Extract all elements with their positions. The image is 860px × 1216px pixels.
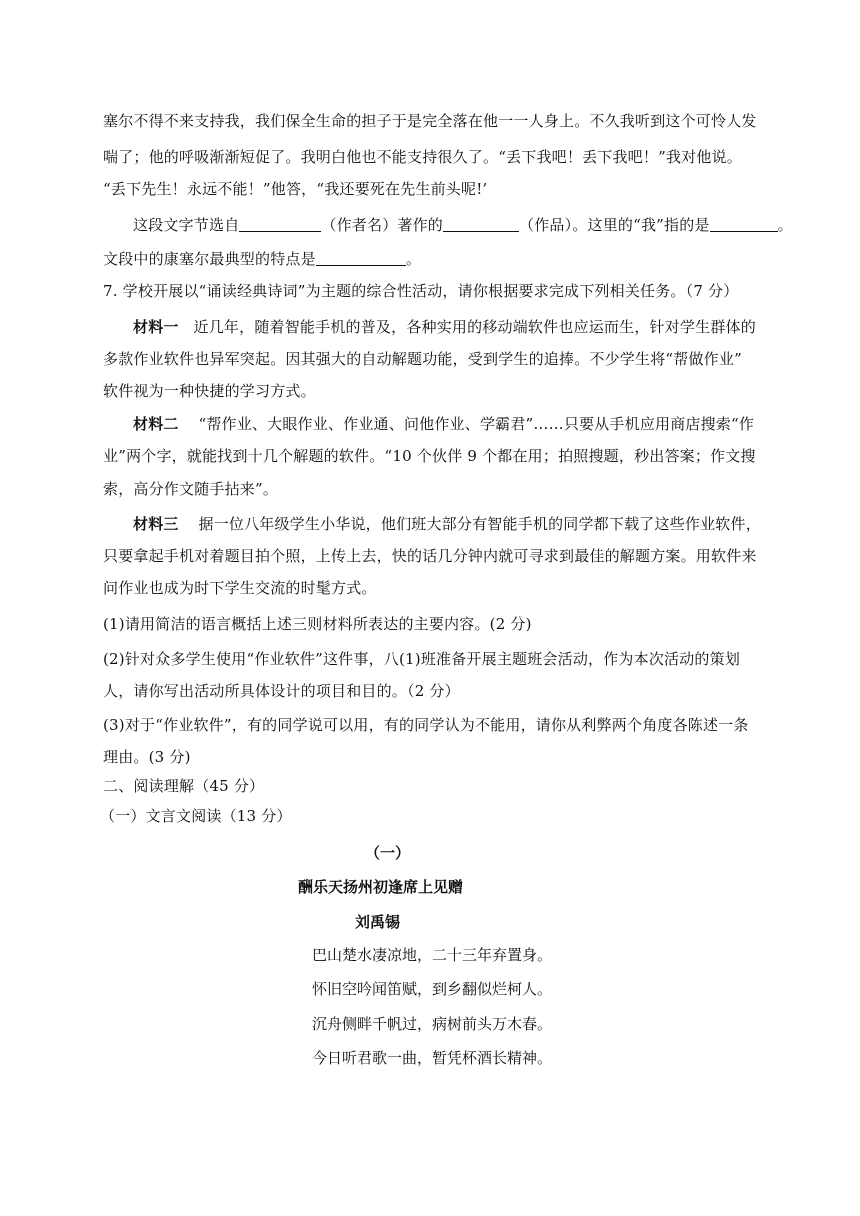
answer-blank[interactable] bbox=[239, 217, 321, 232]
material-2-line: 索，高分作文随手拈来”。 bbox=[103, 480, 279, 498]
material-label: 材料一 bbox=[133, 318, 179, 336]
material-3-line: 问作业也成为时下学生交流的时髦方式。 bbox=[103, 579, 377, 597]
subsection-heading: （一）文言文阅读（13 分） bbox=[100, 807, 292, 825]
material-1-line: 软件视为一种快捷的学习方式。 bbox=[103, 382, 316, 400]
poem-title: 酬乐天扬州初逢席上见赠 bbox=[298, 878, 464, 896]
passage-line: 喘了；他的呼吸渐渐短促了。我明白他也不能支持很久了。“丢下我吧！丢下我吧！”我对他说。 bbox=[103, 148, 742, 166]
material-3-line: 只要拿起手机对着题目拍个照，上传上去，快的话几分钟内就可寻求到最佳的解题方案。用软件来 bbox=[103, 547, 757, 565]
sub-question-1: (1)请用简洁的语言概括上述三则材料所表达的主要内容。(2 分) bbox=[103, 615, 532, 633]
poem-line: 怀旧空吟闻笛赋，到乡翻似烂柯人。 bbox=[312, 980, 553, 998]
sub-question-2: (2)针对众多学生使用“作业软件”这件事，八(1)班准备开展主题班会活动，作为本次活动的策划 bbox=[103, 650, 741, 668]
material-3-line: 材料三 据一位八年级学生小华说，他们班大部分有智能手机的同学都下载了这些作业软件， bbox=[133, 515, 761, 533]
material-label: 材料三 bbox=[133, 515, 179, 533]
fill-in-question: 文段中的康塞尔最典型的特点是 。 bbox=[103, 250, 422, 268]
answer-blank[interactable] bbox=[316, 251, 406, 266]
sub-question-3: (3)对于“作业软件”，有的同学说可以用，有的同学认为不能用，请你从利弊两个角度各陈述一条 bbox=[103, 716, 749, 734]
material-1-line: 材料一 近几年，随着智能手机的普及，各种实用的移动端软件也应运而生，针对学生群体的 bbox=[133, 318, 756, 336]
sub-question-2: 人，请你写出活动所具体设计的项目和目的。（2 分） bbox=[103, 682, 460, 700]
material-1-line: 多款作业软件也异军突起。因其强大的自动解题功能，受到学生的追捧。不少学生将“帮做作业” bbox=[103, 350, 742, 368]
poem-line: 今日听君歌一曲，暂凭杯酒长精神。 bbox=[312, 1049, 553, 1067]
section-heading: 二、阅读理解（45 分） bbox=[103, 777, 265, 795]
passage-line: 塞尔不得不来支持我，我们保全生命的担子于是完全落在他一一人身上。不久我听到这个可怜人发 bbox=[103, 112, 757, 130]
poem-line: 沉舟侧畔千帆过，病树前头万木春。 bbox=[312, 1015, 553, 1033]
material-label: 材料二 bbox=[133, 415, 179, 433]
poem-author: 刘禹锡 bbox=[355, 913, 401, 931]
answer-blank[interactable] bbox=[443, 217, 519, 232]
fill-in-question: 这段文字节选自 （作者名）著作的 （作品）。这里的“我”指的是 。 bbox=[133, 216, 793, 234]
material-2-line: 业”两个字，就能找到十几个解题的软件。“10 个伙伴 9 个都在用；拍照搜题，秒出答案；作文搜 bbox=[103, 447, 756, 465]
passage-line: “丢下先生！永远不能！”他答，“我还要死在先生前头呢!’ bbox=[103, 180, 488, 198]
material-2-line: 材料二 “帮作业、大眼作业、作业通、问他作业、学霸君”……只要从手机应用商店搜索“作 bbox=[133, 415, 755, 433]
sub-question-3: 理由。(3 分) bbox=[103, 748, 191, 766]
answer-blank[interactable] bbox=[710, 217, 778, 232]
poem-number: （一） bbox=[365, 844, 411, 862]
poem-line: 巴山楚水凄凉地，二十三年弃置身。 bbox=[312, 946, 553, 964]
question-7-stem: 7. 学校开展以“诵读经典诗词”为主题的综合性活动，请你根据要求完成下列相关任务。（7 分） bbox=[103, 282, 739, 300]
